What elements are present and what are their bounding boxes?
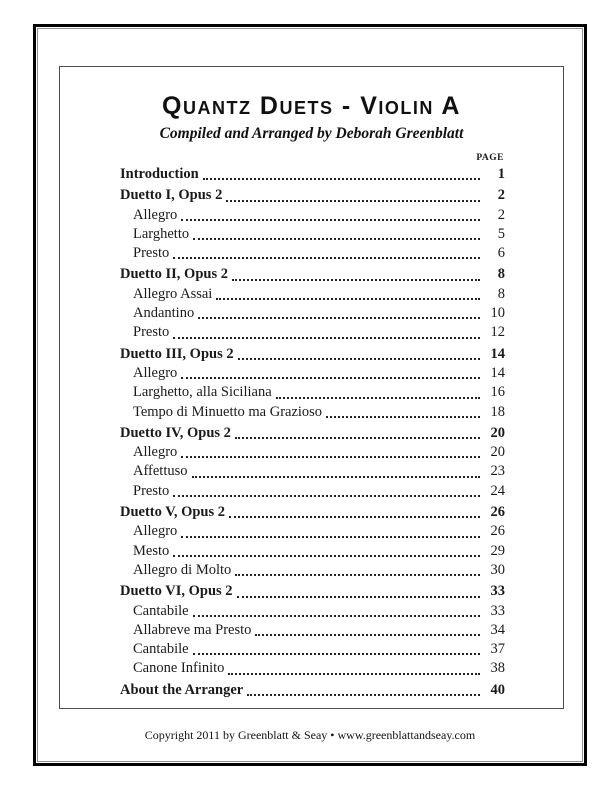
toc-row	[120, 225, 505, 244]
dot-leader	[181, 456, 480, 458]
toc-entry-page: 16	[490, 384, 505, 401]
toc-row	[120, 165, 505, 184]
toc-entry-label: Allabreve ma Presto	[133, 621, 252, 638]
toc-entry-label: Allegro di Molto	[133, 561, 232, 578]
toc-entry-label: About the Arranger	[120, 681, 244, 698]
toc-row	[120, 304, 505, 323]
toc-row	[120, 561, 505, 580]
content-border	[59, 66, 564, 709]
toc-entry-page: 20	[490, 444, 505, 461]
toc-entry-page: 14	[490, 345, 505, 362]
toc-entry-page: 26	[490, 523, 505, 540]
toc-entry-label: Larghetto, alla Siciliana	[133, 384, 272, 401]
toc-entry-page: 26	[490, 504, 505, 521]
toc-entry-page: 33	[490, 602, 505, 619]
toc-entry-page: 29	[490, 542, 505, 559]
toc-row	[120, 681, 505, 700]
dot-leader	[276, 397, 480, 399]
toc-row	[120, 443, 505, 462]
toc-entry-page: 18	[490, 403, 505, 420]
dot-leader	[173, 257, 480, 259]
dot-leader	[198, 317, 480, 319]
toc-row	[120, 206, 505, 225]
toc-entry-label: Presto	[133, 482, 170, 499]
toc-entry-label: Larghetto	[133, 225, 190, 242]
toc-row	[120, 383, 505, 402]
toc-entry-page: 12	[490, 324, 505, 341]
dot-leader	[232, 279, 480, 281]
dot-leader	[229, 516, 480, 518]
toc-row	[120, 621, 505, 640]
toc-entry-page: 33	[490, 583, 505, 600]
dot-leader	[192, 476, 480, 478]
toc-entry-label: Duetto II, Opus 2	[120, 266, 228, 283]
toc-entry-label: Allegro Assai	[133, 285, 213, 302]
dot-leader	[247, 694, 480, 696]
dot-leader	[181, 377, 480, 379]
dot-leader	[216, 298, 480, 300]
dot-leader	[181, 536, 480, 538]
toc-row	[120, 345, 505, 364]
toc-row	[120, 424, 505, 443]
toc-entry-page: 8	[497, 266, 505, 283]
toc-entry-label: Allegro	[133, 364, 178, 381]
toc-entry-label: Cantabile	[133, 602, 189, 619]
dot-leader	[235, 437, 480, 439]
dot-leader	[181, 219, 480, 221]
toc-entry-page: 2	[497, 187, 505, 204]
toc-entry-label: Duetto I, Opus 2	[120, 187, 223, 204]
toc-row	[120, 364, 505, 383]
page-column-header: PAGE	[476, 153, 504, 163]
toc-entry-page: 5	[497, 225, 505, 242]
book-subtitle: Compiled and Arranged by Deborah Greenblatt	[159, 125, 464, 142]
toc-entry-label: Presto	[133, 324, 170, 341]
toc-row	[120, 602, 505, 621]
toc-row	[120, 265, 505, 284]
toc-row	[120, 582, 505, 601]
toc-row	[120, 285, 505, 304]
copyright-footer: Copyright 2011 by Greenblatt & Seay • www.greenblattandseay.com	[144, 728, 476, 742]
dot-leader	[228, 673, 480, 675]
toc-entry-page: 2	[497, 206, 505, 223]
dot-leader	[255, 634, 480, 636]
toc-entry-page: 1	[497, 166, 505, 182]
dot-leader	[193, 615, 480, 617]
dot-leader	[173, 495, 480, 497]
dot-leader	[238, 358, 480, 360]
toc-entry-page: 10	[490, 305, 505, 322]
toc-entry-label: Duetto III, Opus 2	[120, 345, 234, 362]
toc-entry-label: Introduction	[120, 166, 199, 182]
toc-entry-label: Andantino	[133, 305, 195, 322]
dot-leader	[226, 200, 480, 202]
toc-row	[120, 503, 505, 522]
toc-entry-label: Allegro	[133, 523, 178, 540]
toc-row	[120, 323, 505, 342]
toc-entry-label: Canone Infinito	[133, 660, 225, 677]
toc-row	[120, 462, 505, 481]
toc-entry-page: 34	[490, 621, 505, 638]
toc-entry-page: 20	[490, 424, 505, 441]
toc-entry-label: Duetto VI, Opus 2	[120, 583, 233, 600]
toc-entry-label: Cantabile	[133, 641, 189, 658]
toc-entry-label: Duetto IV, Opus 2	[120, 424, 231, 441]
toc-entry-label: Allegro	[133, 444, 178, 461]
toc-row	[120, 482, 505, 501]
toc-row	[120, 522, 505, 541]
toc-entry-page: 6	[497, 245, 505, 262]
toc-row	[120, 244, 505, 263]
toc-entry-page: 23	[490, 463, 505, 480]
book-title: Quantz Duets - Violin A	[162, 92, 461, 120]
toc-entry-page: 14	[490, 364, 505, 381]
toc-entry-page: 37	[490, 641, 505, 658]
toc-row	[120, 403, 505, 422]
toc-entry-page: 24	[490, 482, 505, 499]
toc-entry-label: Duetto V, Opus 2	[120, 504, 226, 521]
toc-entry-page: 30	[490, 561, 505, 578]
toc-entry-page: 38	[490, 660, 505, 677]
toc-row	[120, 186, 505, 205]
dot-leader	[203, 178, 480, 180]
toc-list	[120, 165, 505, 700]
dot-leader	[326, 416, 480, 418]
dot-leader	[235, 574, 480, 576]
toc-entry-page: 40	[490, 681, 505, 698]
toc-row	[120, 640, 505, 659]
toc-entry-label: Tempo di Minuetto ma Grazioso	[133, 403, 323, 420]
toc-entry-label: Affettuso	[133, 463, 188, 480]
outer-page-border	[33, 24, 587, 766]
dot-leader	[193, 653, 480, 655]
toc-entry-label: Presto	[133, 245, 170, 262]
toc-row	[120, 542, 505, 561]
dot-leader	[237, 596, 480, 598]
toc-row	[120, 659, 505, 678]
table-of-contents	[120, 153, 505, 700]
dot-leader	[173, 337, 480, 339]
toc-entry-label: Mesto	[133, 542, 170, 559]
toc-entry-label: Allegro	[133, 206, 178, 223]
dot-leader	[193, 238, 480, 240]
dot-leader	[173, 555, 480, 557]
toc-entry-page: 8	[497, 285, 505, 302]
